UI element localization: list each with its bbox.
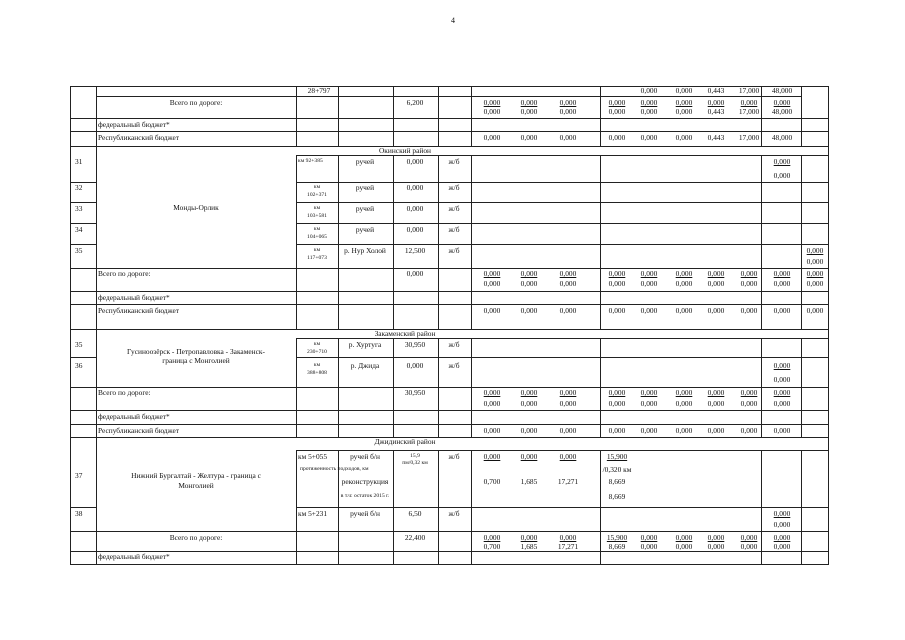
table-cell: Республиканский бюджет xyxy=(98,306,180,315)
table-cell: 0,000 xyxy=(707,306,725,315)
table-cell: 0,000 xyxy=(640,533,658,542)
table-rule xyxy=(296,202,828,203)
table-cell: 0,000 xyxy=(773,542,791,551)
table-cell: федеральный бюджет* xyxy=(98,552,170,561)
table-cell: 0,000 xyxy=(520,133,538,142)
table-cell: р. Хуртуга xyxy=(348,340,382,349)
table-rule xyxy=(71,410,828,411)
table-column-rule xyxy=(471,155,472,329)
table-cell: 0,000 xyxy=(707,279,725,288)
table-column-rule xyxy=(600,155,601,329)
table-rule xyxy=(71,329,828,330)
table-cell: 0,000 xyxy=(520,426,538,435)
table-column-rule xyxy=(393,155,394,329)
table-cell: 0,000 xyxy=(608,279,626,288)
table-column-rule xyxy=(801,155,802,329)
table-cell: км xyxy=(313,205,321,211)
table-cell: 0,000 xyxy=(773,98,791,107)
table-cell: 0,000 xyxy=(559,279,577,288)
table-cell: 0,000 xyxy=(740,306,758,315)
table-cell: 0,000 xyxy=(640,98,658,107)
table-cell: ручей xyxy=(355,204,375,213)
table-cell: 0,000 xyxy=(483,426,501,435)
table-cell: 0,700 xyxy=(483,542,501,551)
table-cell: Окинский район xyxy=(378,146,432,155)
table-column-rule xyxy=(471,450,472,564)
table-cell: 0,000 xyxy=(740,279,758,288)
table-cell: 0,000 xyxy=(740,98,758,107)
table-cell: 37 xyxy=(75,471,83,480)
table-column-rule xyxy=(96,86,97,564)
table-column-rule xyxy=(761,338,762,437)
table-cell: Гусиноозёрск - Петропавловка - Закаменск- xyxy=(127,347,265,356)
table-cell: 35 xyxy=(75,246,83,255)
table-cell: 33 xyxy=(75,204,83,213)
table-cell: 0,000 xyxy=(773,361,791,370)
table-cell: км xyxy=(313,184,321,190)
table-cell: 0,000 xyxy=(773,388,791,397)
table-rule xyxy=(71,202,96,203)
table-cell: 48,000 xyxy=(771,133,793,142)
table-cell: Всего по дороге: xyxy=(98,269,151,278)
table-cell: 0,000 xyxy=(773,157,791,166)
table-cell: 0,000 xyxy=(773,533,791,542)
table-cell: 1,685 xyxy=(520,477,538,486)
table-cell: 0,000 xyxy=(640,86,658,95)
table-cell: 0,000 xyxy=(740,388,758,397)
table-column-rule xyxy=(338,155,339,329)
table-cell: протяженность подходов, км xyxy=(300,466,369,472)
table-column-rule xyxy=(438,450,439,564)
table-cell: 0,000 xyxy=(773,520,791,529)
table-cell: 0,000 xyxy=(406,183,424,192)
table-cell: 17,000 xyxy=(738,107,760,116)
table-cell: 0,700 xyxy=(483,477,501,486)
table-cell: км xyxy=(313,341,321,347)
table-cell: 0,000 xyxy=(773,171,791,180)
table-cell: км 5+231 xyxy=(298,509,328,518)
table-rule xyxy=(296,182,828,183)
table-cell: ж/б xyxy=(448,340,460,349)
table-column-rule xyxy=(761,155,762,329)
table-cell: 0,000 xyxy=(675,388,693,397)
table-cell: 0,000 xyxy=(483,107,501,116)
table-column-rule xyxy=(438,86,439,146)
table-cell: 0,000 xyxy=(406,225,424,234)
table-cell: 17,000 xyxy=(738,86,760,95)
table-cell: 0,000 xyxy=(640,133,658,142)
table-cell: федеральный бюджет* xyxy=(98,293,170,302)
table-cell: км xyxy=(313,226,321,232)
table-rule xyxy=(296,155,828,156)
table-cell: 0,000 xyxy=(520,98,538,107)
table-cell: 0,000 xyxy=(520,269,538,278)
table-cell: 0,000 xyxy=(707,98,725,107)
table-cell: 0,000 xyxy=(806,257,824,266)
table-cell: 0,000 xyxy=(406,361,424,370)
table-cell: ручей б/н xyxy=(350,452,380,461)
table-cell: 0,000 xyxy=(559,426,577,435)
table-cell: 0,000 xyxy=(520,306,538,315)
table-cell: 0,000 xyxy=(773,306,791,315)
table-cell: 0,000 xyxy=(640,279,658,288)
table-column-rule xyxy=(338,86,339,146)
table-cell: 0,000 xyxy=(675,426,693,435)
table-column-rule xyxy=(393,450,394,564)
table-cell: 0,000 xyxy=(608,133,626,142)
table-cell: 0,000 xyxy=(707,269,725,278)
table-cell: ж/б xyxy=(448,452,460,461)
table-cell: 0,443 xyxy=(707,133,725,142)
table-cell: 0,000 xyxy=(707,426,725,435)
table-cell: 1,685 xyxy=(520,542,538,551)
table-column-rule xyxy=(801,86,802,146)
table-column-rule xyxy=(338,338,339,437)
table-column-rule xyxy=(296,86,297,146)
table-cell: 30,950 xyxy=(404,388,426,397)
table-cell: 6,200 xyxy=(406,98,424,107)
table-cell: ж/б xyxy=(448,157,460,166)
table-cell: 22,400 xyxy=(404,533,426,542)
table-cell: 0,000 xyxy=(483,269,501,278)
table-cell: Монды-Орлик xyxy=(173,203,219,212)
table-column-rule xyxy=(296,155,297,329)
table-cell: 0,000 xyxy=(608,399,626,408)
table-cell: 0,000 xyxy=(406,204,424,213)
table-cell: 0,000 xyxy=(773,269,791,278)
table-column-rule xyxy=(600,86,601,146)
table-rule xyxy=(71,357,96,358)
table-cell: 0,000 xyxy=(520,533,538,542)
table-cell: 0,000 xyxy=(559,399,577,408)
table-cell: 0,000 xyxy=(675,306,693,315)
table-cell: 0,000 xyxy=(740,426,758,435)
data-table xyxy=(70,86,829,565)
table-cell: 0,000 xyxy=(608,269,626,278)
table-cell: 0,000 xyxy=(675,269,693,278)
table-cell: 17,271 xyxy=(557,477,579,486)
table-cell: 15,900 xyxy=(606,533,628,542)
table-cell: Республиканский бюджет xyxy=(98,426,180,435)
table-cell: 0,000 xyxy=(483,533,501,542)
table-cell: Монголией xyxy=(178,481,214,490)
table-cell: 0,000 xyxy=(773,279,791,288)
table-cell: 0,000 xyxy=(559,107,577,116)
table-cell: 0,000 xyxy=(483,279,501,288)
table-cell: 34 xyxy=(75,225,83,234)
table-column-rule xyxy=(801,338,802,437)
table-cell: 0,000 xyxy=(640,399,658,408)
table-cell: 0,000 xyxy=(675,542,693,551)
table-cell: км xyxy=(313,247,321,253)
table-cell: 31 xyxy=(75,157,83,166)
table-cell: Закаменский район xyxy=(374,329,436,338)
table-column-rule xyxy=(438,338,439,437)
table-cell: 0,000 xyxy=(806,246,824,255)
table-cell: 0,000 xyxy=(608,426,626,435)
table-cell: 0,000 xyxy=(559,533,577,542)
table-cell: 0,000 xyxy=(675,399,693,408)
table-cell: 0,000 xyxy=(773,375,791,384)
table-cell: 0,000 xyxy=(707,399,725,408)
table-cell: 32 xyxy=(75,183,83,192)
table-cell: 8,669 xyxy=(608,492,626,501)
table-cell: 0,000 xyxy=(608,107,626,116)
table-cell: 0,000 xyxy=(707,542,725,551)
table-cell: 104+065 xyxy=(307,234,327,240)
table-column-rule xyxy=(471,86,472,146)
table-rule xyxy=(71,131,828,132)
table-cell: 0,000 xyxy=(773,509,791,518)
table-cell: 8,669 xyxy=(608,477,626,486)
table-cell: граница с Монголией xyxy=(162,356,230,365)
table-cell: пм/0,32 км xyxy=(402,460,428,466)
table-cell: 17,271 xyxy=(557,542,579,551)
table-cell: 0,000 xyxy=(806,279,824,288)
table-cell: км xyxy=(313,362,321,368)
table-cell: 30,950 xyxy=(404,340,426,349)
table-rule xyxy=(296,338,828,339)
table-cell: 0,000 xyxy=(520,107,538,116)
table-column-rule xyxy=(393,86,394,146)
table-cell: 0,000 xyxy=(483,452,501,461)
table-cell: 0,000 xyxy=(559,388,577,397)
table-rule xyxy=(71,146,828,147)
table-cell: 0,000 xyxy=(520,388,538,397)
table-cell: 12,500 xyxy=(404,246,426,255)
table-cell: Всего по дороге: xyxy=(98,388,151,397)
table-cell: 15,9 xyxy=(410,453,420,459)
table-cell: ж/б xyxy=(448,204,460,213)
table-cell: 6,50 xyxy=(408,509,422,518)
table-cell: Джидинский район xyxy=(374,437,436,446)
table-cell: 388+808 xyxy=(307,370,327,376)
table-cell: 0,000 xyxy=(608,306,626,315)
table-cell: 0,000 xyxy=(559,98,577,107)
table-cell: /0,320 км xyxy=(602,465,632,474)
table-cell: 0,000 xyxy=(740,269,758,278)
table-cell: 0,000 xyxy=(740,399,758,408)
table-cell: ручей xyxy=(355,225,375,234)
table-cell: Республиканский бюджет xyxy=(98,133,180,142)
table-cell: 0,000 xyxy=(707,533,725,542)
table-cell: 0,000 xyxy=(675,86,693,95)
table-cell: 0,443 xyxy=(707,107,725,116)
table-cell: 0,000 xyxy=(675,533,693,542)
table-cell: 0,000 xyxy=(640,426,658,435)
table-cell: 0,000 xyxy=(483,306,501,315)
table-cell: 0,000 xyxy=(640,107,658,116)
table-rule xyxy=(71,507,96,508)
table-rule xyxy=(296,244,828,245)
table-cell: р. Нур Холой xyxy=(344,246,386,255)
table-rule xyxy=(296,357,828,358)
table-cell: 0,000 xyxy=(675,98,693,107)
table-cell: 0,000 xyxy=(483,388,501,397)
table-column-rule xyxy=(296,450,297,564)
table-cell: 0,000 xyxy=(640,306,658,315)
table-cell: федеральный бюджет* xyxy=(98,412,170,421)
table-cell: Нижний Бургалтай - Желтура - граница с xyxy=(131,471,261,480)
table-rule xyxy=(71,244,96,245)
table-cell: 0,000 xyxy=(520,279,538,288)
table-cell: 0,000 xyxy=(483,98,501,107)
table-cell: 28+797 xyxy=(307,86,331,95)
table-cell: 0,000 xyxy=(640,269,658,278)
table-column-rule xyxy=(761,450,762,564)
table-cell: 0,000 xyxy=(675,279,693,288)
table-cell: 0,000 xyxy=(520,399,538,408)
table-rule xyxy=(296,507,828,508)
table-cell: 103+581 xyxy=(307,213,327,219)
table-cell: 230+710 xyxy=(307,349,327,355)
table-rule xyxy=(96,96,801,97)
table-column-rule xyxy=(471,338,472,437)
table-cell: 48,000 xyxy=(771,86,793,95)
table-cell: км 92+385 xyxy=(298,158,323,164)
table-cell: 0,000 xyxy=(483,399,501,408)
table-rule xyxy=(71,424,828,425)
table-cell: 0,000 xyxy=(707,388,725,397)
table-rule xyxy=(71,551,828,552)
table-cell: в т.ч: остаток 2015 г. xyxy=(340,493,390,499)
table-column-rule xyxy=(600,338,601,437)
table-column-rule xyxy=(438,155,439,329)
table-rule xyxy=(296,450,828,451)
table-cell: 0,000 xyxy=(559,269,577,278)
table-cell: 0,000 xyxy=(640,388,658,397)
table-cell: ручей xyxy=(355,183,375,192)
table-cell: ж/б xyxy=(448,183,460,192)
table-rule xyxy=(71,118,828,119)
table-cell: 36 xyxy=(75,361,83,370)
table-rule xyxy=(71,291,828,292)
table-rule xyxy=(296,223,828,224)
table-cell: 0,000 xyxy=(559,452,577,461)
table-cell: ж/б xyxy=(448,509,460,518)
table-cell: 0,000 xyxy=(740,533,758,542)
table-cell: 0,000 xyxy=(520,452,538,461)
table-cell: ж/б xyxy=(448,225,460,234)
table-cell: 0,000 xyxy=(773,399,791,408)
table-rule xyxy=(71,531,828,532)
table-cell: 48,000 xyxy=(771,107,793,116)
table-cell: 117+073 xyxy=(307,255,327,261)
table-cell: 38 xyxy=(75,509,83,518)
table-cell: федеральный бюджет* xyxy=(98,120,170,129)
table-cell: 0,000 xyxy=(483,133,501,142)
table-cell: 102+371 xyxy=(307,192,327,198)
table-cell: 0,000 xyxy=(608,98,626,107)
table-cell: 17,000 xyxy=(738,133,760,142)
table-cell: 0,000 xyxy=(806,306,824,315)
table-cell: ручей xyxy=(355,157,375,166)
table-cell: 35 xyxy=(75,340,83,349)
page-number: 4 xyxy=(451,16,455,25)
table-cell: 0,000 xyxy=(773,426,791,435)
table-cell: 8,669 xyxy=(608,542,626,551)
table-cell: 0,000 xyxy=(740,542,758,551)
table-column-rule xyxy=(296,338,297,437)
table-column-rule xyxy=(393,338,394,437)
table-cell: 0,000 xyxy=(806,269,824,278)
table-column-rule xyxy=(600,450,601,564)
table-cell: р. Джида xyxy=(350,361,380,370)
table-column-rule xyxy=(801,450,802,564)
table-cell: 0,000 xyxy=(559,133,577,142)
table-cell: км 5+055 xyxy=(298,452,328,461)
table-rule xyxy=(71,223,96,224)
table-cell: реконструкция xyxy=(341,477,389,486)
table-cell: 0,000 xyxy=(608,388,626,397)
table-cell: 0,000 xyxy=(675,107,693,116)
table-cell: ручей б/н xyxy=(350,509,380,518)
table-cell: 0,443 xyxy=(707,86,725,95)
table-cell: 0,000 xyxy=(675,133,693,142)
table-cell: 0,000 xyxy=(640,542,658,551)
table-cell: ж/б xyxy=(448,246,460,255)
table-cell: 15,900 xyxy=(606,452,628,461)
table-rule xyxy=(71,437,828,438)
table-rule xyxy=(71,304,828,305)
table-cell: 0,000 xyxy=(406,269,424,278)
table-cell: 0,000 xyxy=(559,306,577,315)
table-column-rule xyxy=(761,86,762,146)
table-cell: ж/б xyxy=(448,361,460,370)
table-cell: 0,000 xyxy=(406,157,424,166)
table-cell: Всего по дороге: xyxy=(169,533,223,542)
table-cell: Всего по дороге: xyxy=(169,98,223,107)
